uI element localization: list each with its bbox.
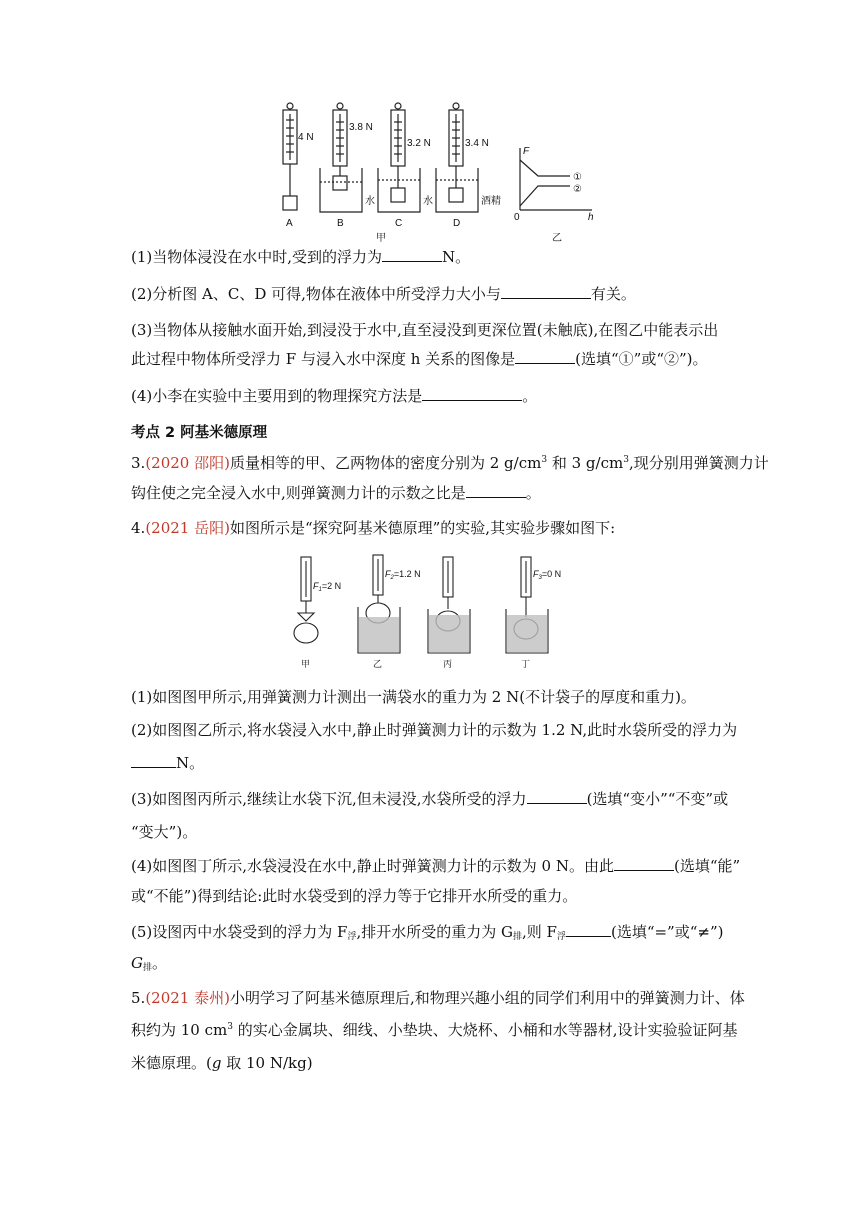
caption-bing: 丙 xyxy=(443,659,453,669)
q2-part3-line2: 此过程中物体所受浮力 F 与浸入水中深度 h 关系的图像是 (选填“①”或“②”)。 xyxy=(131,350,708,368)
reading-a: 4 N xyxy=(298,132,314,143)
q3-line2: 钩住使之完全浸入水中,则弹簧测力计的示数之比是 。 xyxy=(131,484,541,502)
q3-source: (2020 邵阳) xyxy=(145,454,230,472)
spring-scale-a xyxy=(283,103,297,210)
q4-part3-line2: “变大”)。 xyxy=(131,823,198,841)
liquid-label-b: 水 xyxy=(365,196,375,207)
q4-part5-line2: $G_排$。 xyxy=(131,954,168,973)
answer-blank[interactable] xyxy=(566,921,611,937)
q5-source: (2021 泰州) xyxy=(145,989,230,1007)
graph-origin: 0 xyxy=(514,212,520,223)
label-a: A xyxy=(286,218,293,229)
q2-part3-line1: (3)当物体从接触水面开始,到浸没于水中,直至浸没到更深位置(未触底),在图乙中能表示出 xyxy=(131,321,719,339)
q5-line2: 积约为 10 $cm^3$ 的实心金属块、细线、小垫块、大烧杯、小桶和水等器材,设计实验验证阿基 xyxy=(131,1021,738,1039)
graph-y-label: F xyxy=(523,146,530,157)
f2-label: $F_2=1.2$ N xyxy=(385,569,421,581)
q4-part3-line1: (3)如图图丙所示,继续让水袋下沉,但未浸没,水袋所受的浮力 (选填“变小”“不变”或 xyxy=(131,790,729,808)
graph-line1-label: ① xyxy=(573,172,582,183)
scale-jia xyxy=(294,557,318,643)
answer-blank[interactable] xyxy=(382,246,442,262)
label-c: C xyxy=(395,218,403,229)
answer-blank[interactable] xyxy=(614,855,674,871)
q5-line1: 5.(2021 泰州)小明学习了阿基米德原理后,和物理兴趣小组的同学们利用中的弹簧测力计、体 xyxy=(131,989,745,1007)
spring-scale-d xyxy=(436,103,478,212)
label-b: B xyxy=(337,218,344,229)
f1-label: $F_1=2$ N xyxy=(313,581,342,593)
q2-part2: (2)分析图 A、C、D 可得,物体在液体中所受浮力大小与 有关。 xyxy=(131,285,636,303)
q4-intro: 4.(2021 岳阳)如图所示是“探究阿基米德原理”的实验,其实验步骤如图下: xyxy=(131,519,616,537)
reading-c: 3.2 N xyxy=(407,138,431,149)
answer-blank[interactable] xyxy=(422,385,522,401)
q4-part4-line1: (4)如图图丁所示,水袋浸没在水中,静止时弹簧测力计的示数为 0 N。由此 (选填“能” xyxy=(131,857,741,875)
reading-b: 3.8 N xyxy=(349,122,373,133)
caption-yi: 乙 xyxy=(552,233,562,244)
label-d: D xyxy=(453,218,461,229)
q2-part1: (1)当物体浸没在水中时,受到的浮力为 N。 xyxy=(131,248,471,266)
figure-spring-scale-experiment xyxy=(270,100,600,250)
spring-scale-c xyxy=(378,103,420,212)
liquid-label-c: 水 xyxy=(423,196,433,207)
q2-part4: (4)小李在实验中主要用到的物理探究方法是 。 xyxy=(131,387,538,405)
q4-part1: (1)如图图甲所示,用弹簧测力计测出一满袋水的重力为 2 N(不计袋子的厚度和重力)。 xyxy=(131,688,696,706)
q4-part4-line2: 或“不能”)得到结论:此时水袋受到的浮力等于它排开水所受的重力。 xyxy=(131,887,578,905)
q4-part2-line1: (2)如图图乙所示,将水袋浸入水中,静止时弹簧测力计的示数为 1.2 N,此时水袋所受的浮力为 xyxy=(131,721,738,739)
liquid-label-d: 酒精 xyxy=(481,196,501,207)
caption-jia: 甲 xyxy=(376,233,386,244)
answer-blank[interactable] xyxy=(131,752,176,768)
answer-blank[interactable] xyxy=(501,283,591,299)
graph-line2-label: ② xyxy=(573,184,582,195)
section-heading: 考点 2 阿基米德原理 xyxy=(131,425,268,441)
q4-source: (2021 岳阳) xyxy=(145,519,230,537)
graph-x-label: h xyxy=(588,212,594,223)
reading-d: 3.4 N xyxy=(465,138,489,149)
caption-yi-2: 乙 xyxy=(373,659,383,669)
answer-blank[interactable] xyxy=(515,348,575,364)
spring-scale-b xyxy=(320,103,362,212)
q3-line1: 3.(2020 邵阳)质量相等的甲、乙两物体的密度分别为 2 $g/cm^3$ 和 3 $g/cm^3$,现分别用弹簧测力计 xyxy=(131,454,769,472)
q5-line3: 米德原理。(g 取 10 N/kg) xyxy=(131,1054,313,1072)
caption-jia-2: 甲 xyxy=(301,659,311,669)
f3-label: $F_3=0$ N xyxy=(533,569,562,581)
q4-part5-line1: (5)设图丙中水袋受到的浮力为 $F_浮$,排开水所受的重力为 $G_排$,则 $F_浮$ (选填“=”或“≠”) xyxy=(131,923,724,942)
q4-part2-line2: N。 xyxy=(131,752,204,773)
caption-ding: 丁 xyxy=(521,659,531,669)
figure-water-bag-experiment xyxy=(288,553,562,671)
answer-blank[interactable] xyxy=(466,482,526,498)
answer-blank[interactable] xyxy=(527,788,587,804)
